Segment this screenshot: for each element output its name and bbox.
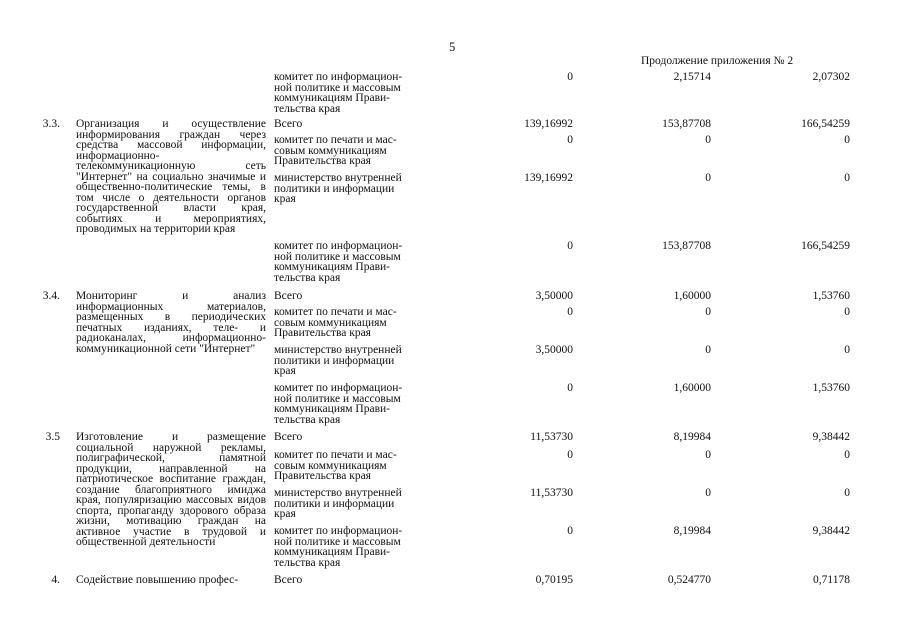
value-cell-v2: 0	[705, 344, 711, 356]
page-number: 5	[449, 40, 456, 54]
value-cell-v2: 1,60000	[673, 290, 711, 302]
value-cell-v1: 3,50000	[535, 344, 573, 356]
value-cell-v2: 2,15714	[673, 71, 711, 83]
value-cell-v1: 139,16992	[524, 172, 573, 184]
item-number: 3.5	[45, 431, 60, 443]
subject-cell: комитет по печати и мас- совым коммуникациям Правительства края	[274, 306, 397, 339]
value-cell-v2: 8,19984	[673, 525, 711, 537]
value-cell-v1: 0	[567, 71, 573, 83]
value-cell-v2: 153,87708	[662, 240, 711, 252]
subject-cell: комитет по информацион- ной политике и массовым коммуникациям Прави- тельства края	[274, 71, 403, 115]
subject-cell: Всего	[274, 290, 303, 302]
subject-cell: комитет по информацион- ной политике и массовым коммуникациям Прави- тельства края	[274, 240, 403, 284]
subject-cell: комитет по информацион- ной политике и массовым коммуникациям Прави- тельства края	[274, 525, 403, 569]
subject-cell: комитет по информацион- ной политике и массовым коммуникациям Прави- тельства края	[274, 382, 403, 426]
value-cell-v1: 0	[567, 382, 573, 394]
subject-cell: Всего	[274, 574, 303, 586]
value-cell-v1: 139,16992	[524, 118, 573, 130]
value-cell-v3: 0	[844, 487, 850, 499]
value-cell-v1: 0	[567, 240, 573, 252]
value-cell-v3: 0,71178	[813, 574, 850, 586]
value-cell-v1: 0,70195	[535, 574, 573, 586]
value-cell-v1: 0	[567, 449, 573, 461]
continuation-label: Продолжение приложения № 2	[641, 55, 794, 67]
value-cell-v3: 166,54259	[801, 118, 850, 130]
subject-cell: Всего	[274, 118, 303, 130]
item-description: Организация и осуществление информирования граждан через средства массовой информации, информационно-телекоммуникационную сеть "Интернет" на социально значимые и общественно-политические темы, в том числе о деятельности органов государственной власти края, событиях и мероприятиях, проводимых на территории края	[76, 118, 266, 235]
value-cell-v3: 2,07302	[812, 71, 850, 83]
subject-cell: министерство внутренней политики и информации края	[274, 172, 402, 205]
value-cell-v1: 11,53730	[530, 431, 573, 443]
subject-cell: министерство внутренней политики и информации края	[274, 344, 402, 377]
value-cell-v3: 9,38442	[812, 431, 850, 443]
value-cell-v2: 0	[705, 172, 711, 184]
value-cell-v2: 0,524770	[667, 574, 711, 586]
value-cell-v1: 0	[567, 134, 573, 146]
item-number: 3.3.	[42, 118, 60, 130]
value-cell-v2: 0	[705, 487, 711, 499]
subject-cell: министерство внутренней политики и информации края	[274, 487, 402, 520]
value-cell-v3: 0	[844, 344, 850, 356]
value-cell-v2: 0	[705, 134, 711, 146]
subject-cell: комитет по печати и мас- совым коммуникациям Правительства края	[274, 134, 397, 167]
value-cell-v1: 0	[567, 306, 573, 318]
value-cell-v3: 1,53760	[812, 382, 850, 394]
value-cell-v3: 0	[844, 172, 850, 184]
value-cell-v2: 153,87708	[662, 118, 711, 130]
value-cell-v2: 8,19984	[673, 431, 711, 443]
value-cell-v3: 0	[844, 134, 850, 146]
value-cell-v3: 0	[844, 306, 850, 318]
value-cell-v1: 0	[567, 525, 573, 537]
item-description: Изготовление и размещение социальной наружной рекламы, полиграфической, памятной продукции, направленной на патриотическое воспитание граждан, создание благоприятного имиджа края, популяризацию массовых видов спорта, пропаганду здорового образа жизни, мотивацию граждан на активное участие в трудовой и общественной деятельности	[76, 431, 266, 548]
item-description: Мониторинг и анализ информационных материалов, размещенных в периодических печатных изданиях, теле- и радиоканалах, информационно-коммуникационной сети "Интернет"	[76, 290, 266, 355]
item-number: 3.4.	[42, 290, 60, 302]
value-cell-v2: 0	[705, 306, 711, 318]
item-number: 4.	[51, 574, 60, 586]
value-cell-v3: 9,38442	[812, 525, 850, 537]
value-cell-v1: 3,50000	[535, 290, 573, 302]
value-cell-v2: 0	[705, 449, 711, 461]
value-cell-v3: 166,54259	[801, 240, 850, 252]
item-description: Содействие повышению профес-	[76, 574, 239, 586]
value-cell-v2: 1,60000	[673, 382, 711, 394]
value-cell-v1: 11,53730	[530, 487, 573, 499]
value-cell-v3: 0	[844, 449, 850, 461]
subject-cell: Всего	[274, 431, 303, 443]
subject-cell: комитет по печати и мас- совым коммуникациям Правительства края	[274, 449, 397, 482]
value-cell-v3: 1,53760	[812, 290, 850, 302]
